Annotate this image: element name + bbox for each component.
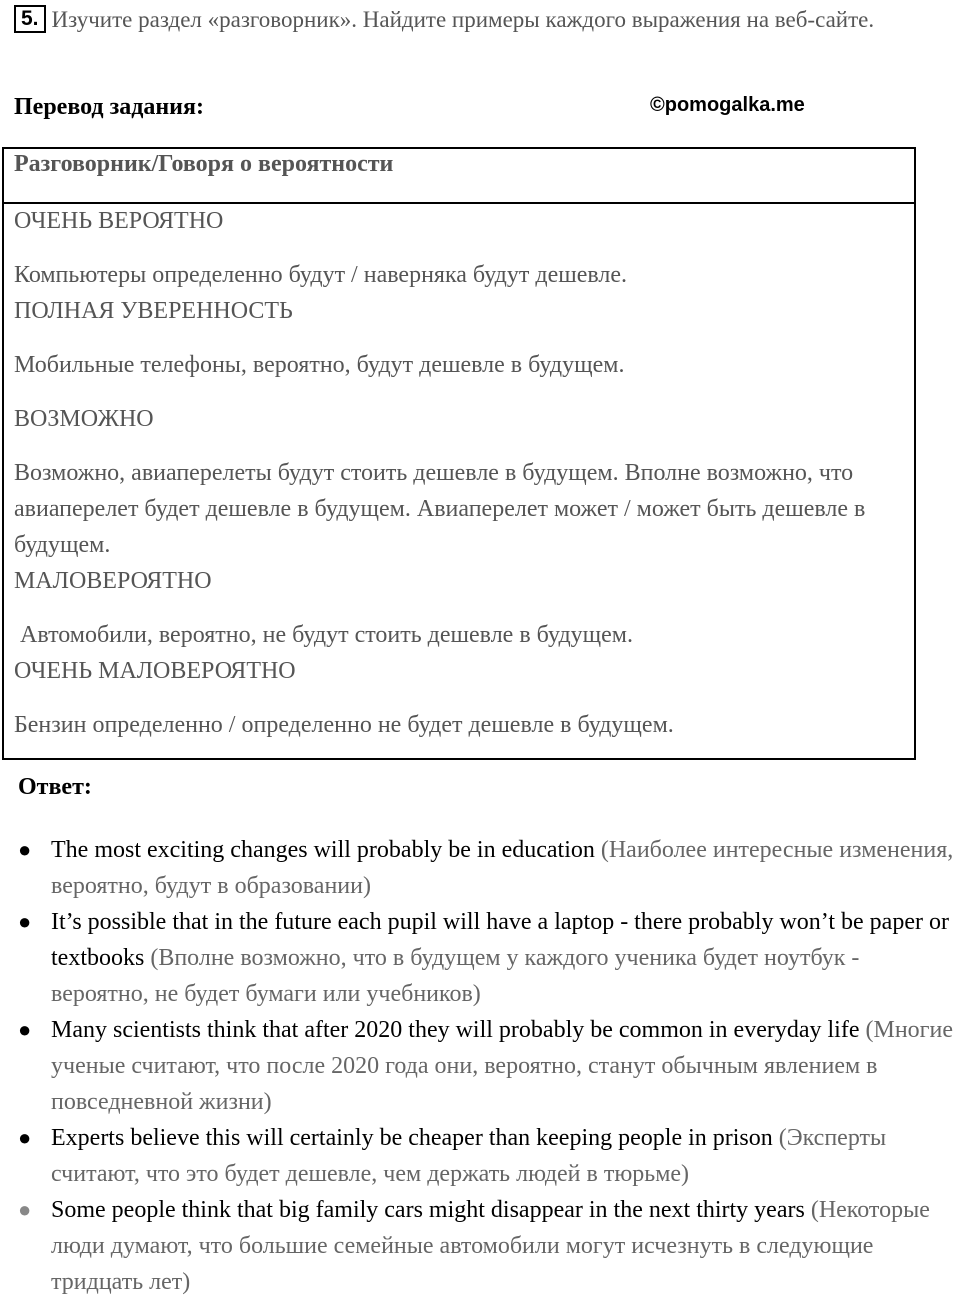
list-item bbox=[16, 1192, 960, 1300]
answer-russian: (Эксперты считают, что это будет дешевле, чем держать людей в тюрьме) bbox=[51, 1125, 887, 1187]
watermark: ©pomogalka.me bbox=[650, 94, 805, 116]
bullet-icon: ● bbox=[18, 837, 32, 862]
answer-russian: (Наиболее интересные изменения, вероятно, будут в образовании) bbox=[51, 837, 954, 899]
task-statement bbox=[14, 2, 934, 38]
phrase-category: ОЧЕНЬ ВЕРОЯТНО bbox=[14, 208, 224, 234]
answer-russian: (Некоторые люди думают, что большие семейные автомобили могут исчезнуть в следующие тридцать лет) bbox=[51, 1197, 930, 1295]
task-text: Изучите раздел «разговорник». Найдите примеры каждого выражения на веб-сайте. bbox=[51, 7, 875, 32]
phrase-example: Компьютеры определенно будут / наверняка будут дешевле. bbox=[14, 262, 628, 288]
bullet-icon: ● bbox=[18, 1125, 32, 1150]
phrase-category: ОЧЕНЬ МАЛОВЕРОЯТНО bbox=[14, 658, 296, 684]
bullet-icon: ● bbox=[18, 909, 32, 934]
answer-english: Some people think that big family cars might disappear in the next thirty years bbox=[51, 1197, 805, 1223]
answer-russian: (Многие ученые считают, что после 2020 года они, вероятно, станут обычным явлением в повседневной жизни) bbox=[51, 1017, 953, 1115]
phrase-category: МАЛОВЕРОЯТНО bbox=[14, 568, 212, 594]
phrasebook-box bbox=[2, 147, 916, 760]
phrase-category: ПОЛНАЯ УВЕРЕННОСТЬ bbox=[14, 298, 293, 324]
phrasebook-title: Разговорник/Говоря о вероятности bbox=[4, 149, 914, 204]
list-item bbox=[16, 832, 960, 904]
translation-heading: Перевод задания: bbox=[14, 94, 204, 120]
answer-english: The most exciting changes will probably be in education bbox=[51, 837, 595, 863]
list-item bbox=[16, 1120, 960, 1192]
answer-list bbox=[16, 832, 960, 1300]
list-item bbox=[16, 1012, 960, 1120]
bullet-icon: ● bbox=[18, 1197, 32, 1222]
answer-english: Many scientists think that after 2020 they will probably be common in everyday life bbox=[51, 1017, 860, 1043]
answer-english: It’s possible that in the future each pupil will have a laptop - there probably won’t be paper or textbooks bbox=[51, 909, 949, 971]
phrase-example: Автомобили, вероятно, не будут стоить дешевле в будущем. bbox=[14, 622, 633, 648]
bullet-icon: ● bbox=[18, 1017, 32, 1042]
task-number: 5. bbox=[14, 5, 46, 33]
answer-english: Experts believe this will certainly be cheaper than keeping people in prison bbox=[51, 1125, 773, 1151]
phrase-example: Бензин определенно / определенно не будет дешевле в будущем. bbox=[14, 712, 674, 738]
list-item bbox=[16, 904, 960, 1012]
answer-russian: (Вполне возможно, что в будущем у каждого ученика будет ноутбук - вероятно, не будет бумаги или учебников) bbox=[51, 945, 860, 1007]
answer-heading: Ответ: bbox=[18, 774, 92, 800]
phrase-example: Мобильные телефоны, вероятно, будут дешевле в будущем. bbox=[14, 352, 625, 378]
phrase-category: ВОЗМОЖНО bbox=[14, 406, 154, 432]
phrase-example: Возможно, авиаперелеты будут стоить дешевле в будущем. Вполне возможно, что авиаперелет будет дешевле в будущем. Авиаперелет может / может быть дешевле в будущем. bbox=[14, 460, 866, 558]
